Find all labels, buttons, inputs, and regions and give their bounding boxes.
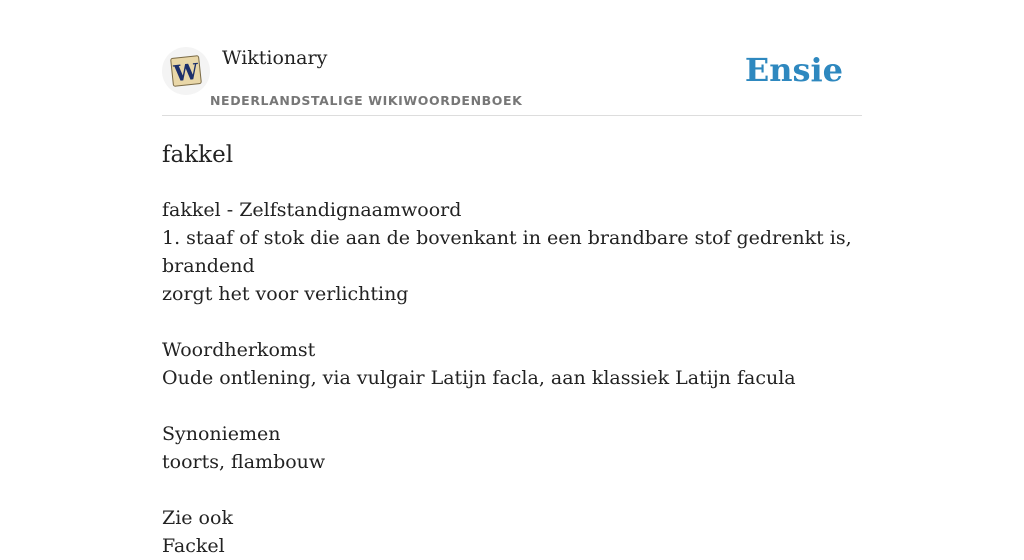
synonyms-heading: Synoniemen	[162, 423, 281, 445]
page-title: fakkel	[162, 142, 234, 168]
wiktionary-tile-icon	[168, 53, 204, 89]
definition-line: zorgt het voor verlichting	[162, 283, 409, 305]
svg-text:W: W	[172, 58, 200, 88]
site-subtitle: NEDERLANDSTALIGE WIKIWOORDENBOEK	[210, 93, 523, 108]
etymology-heading: Woordherkomst	[162, 339, 316, 361]
ensie-brand-logo[interactable]: Ensie	[744, 51, 843, 89]
see-also-link[interactable]: Fackel	[162, 535, 225, 557]
definition-line: 1. staaf of stok die aan de bovenkant in een brandbare stof gedrenkt is, brandend	[162, 227, 852, 277]
wiktionary-logo[interactable]	[162, 47, 210, 95]
word-type: fakkel - Zelfstandignaamwoord	[162, 199, 462, 221]
site-header	[162, 45, 862, 116]
see-also-heading: Zie ook	[162, 507, 233, 529]
site-name[interactable]: Wiktionary	[222, 47, 328, 69]
etymology-text: Oude ontlening, via vulgair Latijn facla, aan klassiek Latijn facula	[162, 367, 796, 389]
entry-content	[162, 138, 862, 560]
synonyms-text: toorts, flambouw	[162, 451, 326, 473]
